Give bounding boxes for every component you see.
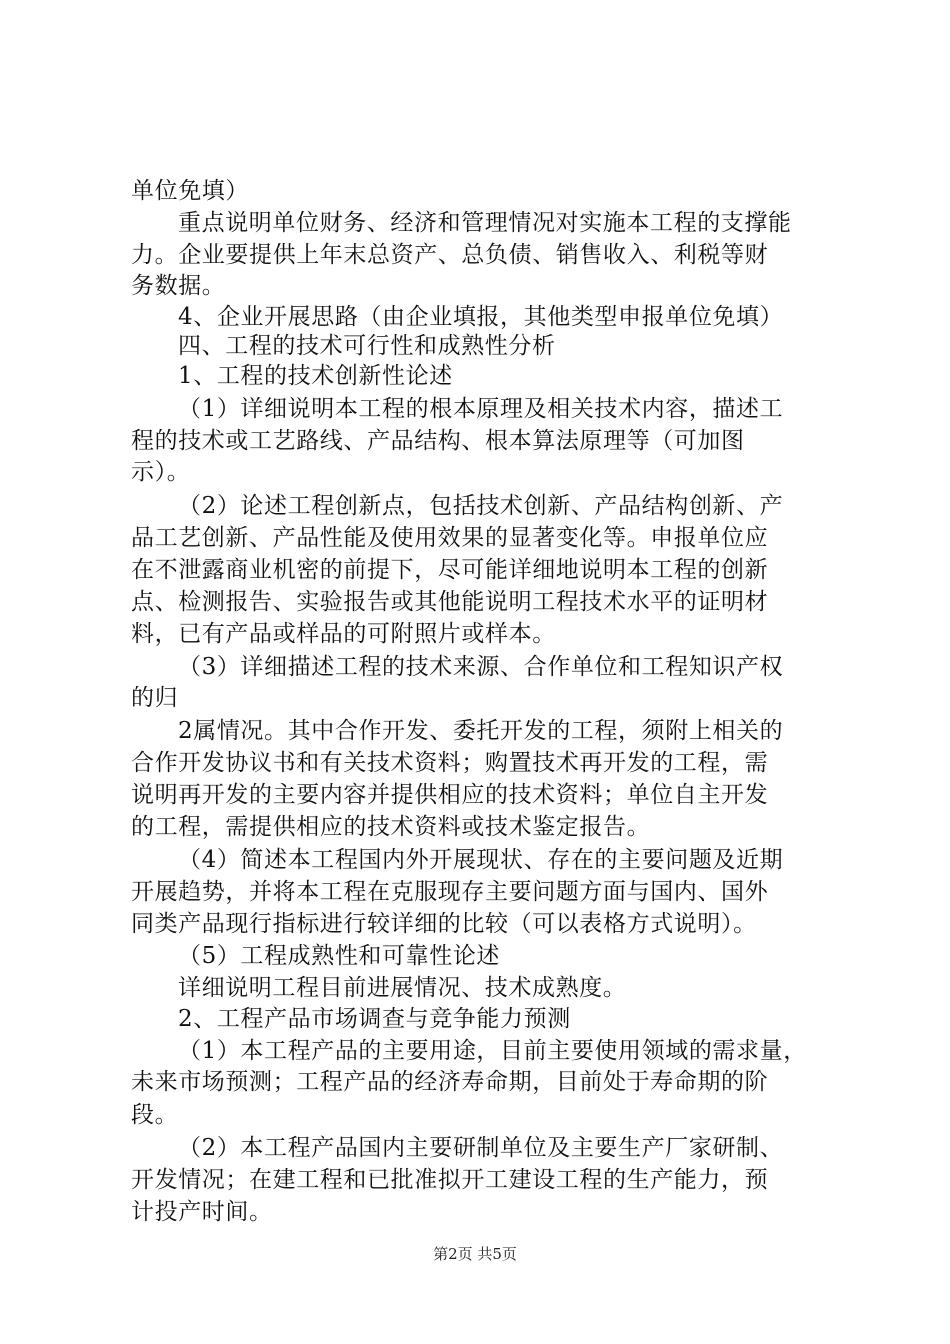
text-line: 力。企业要提供上年末总资产、总负债、销售收入、利税等财 bbox=[131, 242, 769, 268]
text-line: 程的技术或工艺路线、产品结构、根本算法原理等（可加图 bbox=[131, 428, 745, 454]
text-line: 的工程，需提供相应的技术资料或技术鉴定报告。 bbox=[131, 814, 651, 840]
text-line: 务数据。 bbox=[131, 273, 226, 299]
text-line: 详细说明工程目前进展情况、技术成熟度。 bbox=[178, 975, 627, 1001]
text-line: 开展趋势，并将本工程在克服现存主要问题方面与国内、国外 bbox=[131, 879, 769, 905]
text-line: 重点说明单位财务、经济和管理情况对实施本工程的支撑能 bbox=[178, 210, 792, 236]
text-line: （5）工程成熟性和可靠性论述 bbox=[178, 943, 501, 969]
subsection-heading: 2、工程产品市场调查与竞争能力预测 bbox=[178, 1006, 571, 1032]
text-line: 料，已有产品或样品的可附照片或样本。 bbox=[131, 621, 556, 647]
text-line: 在不泄露商业机密的前提下，尽可能详细地说明本工程的创新 bbox=[131, 557, 769, 583]
text-line: 计投产时间。 bbox=[131, 1199, 273, 1225]
text-line: （1）本工程产品的主要用途，目前主要使用领域的需求量， bbox=[178, 1038, 807, 1064]
text-line: 段。 bbox=[131, 1102, 179, 1128]
text-line: （2）本工程产品国内主要研制单位及主要生产厂家研制、 bbox=[178, 1135, 784, 1161]
subsection-heading: 1、工程的技术创新性论述 bbox=[178, 363, 453, 389]
text-line: 品工艺创新、产品性能及使用效果的显著变化等。申报单位应 bbox=[131, 525, 769, 551]
text-line: 未来市场预测；工程产品的经济寿命期，目前处于寿命期的阶 bbox=[131, 1069, 769, 1095]
text-line: 示）。 bbox=[131, 459, 191, 485]
text-line: 说明再开发的主要内容并提供相应的技术资料；单位自主开发 bbox=[131, 782, 769, 808]
text-line: 4、企业开展思路（由企业填报，其他类型申报单位免填） bbox=[178, 304, 784, 330]
page-footer: 第2页 共5页 bbox=[433, 1245, 517, 1263]
text-line: 同类产品现行指标进行较详细的比较（可以表格方式说明）。 bbox=[131, 911, 757, 937]
text-line: 2属情况。其中合作开发、委托开发的工程，须附上相关的 bbox=[178, 718, 784, 744]
text-line: （2）论述工程创新点，包括技术创新、产品结构创新、产 bbox=[178, 493, 784, 519]
text-line: 开发情况；在建工程和已批准拟开工建设工程的生产能力，预 bbox=[131, 1167, 769, 1193]
text-line: （4）简述本工程国内外开展现状、存在的主要问题及近期 bbox=[178, 847, 784, 873]
text-line: 单位免填） bbox=[131, 178, 249, 204]
section-heading: 四、工程的技术可行性和成熟性分析 bbox=[178, 333, 556, 359]
text-line: 点、检测报告、实验报告或其他能说明工程技术水平的证明材 bbox=[131, 589, 769, 615]
text-line: 的归 bbox=[131, 685, 179, 711]
text-line: （3）详细描述工程的技术来源、合作单位和工程知识产权 bbox=[178, 654, 784, 680]
text-line: 合作开发协议书和有关技术资料；购置技术再开发的工程，需 bbox=[131, 750, 769, 776]
text-line: （1）详细说明本工程的根本原理及相关技术内容，描述工 bbox=[178, 396, 784, 422]
